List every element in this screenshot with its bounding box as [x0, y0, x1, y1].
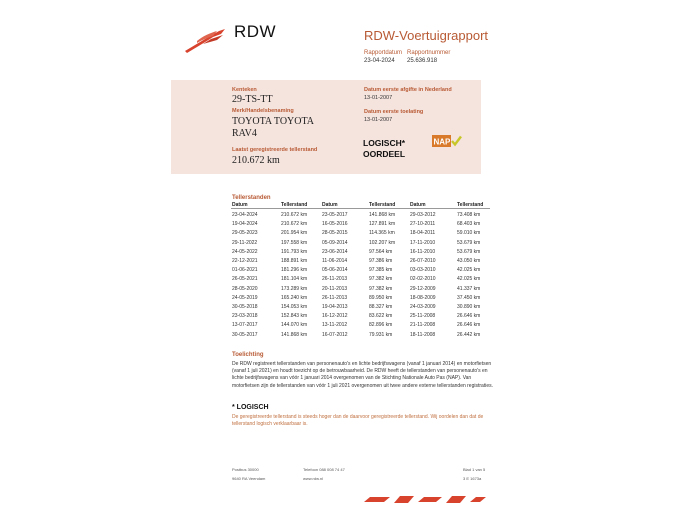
table-header-rule — [231, 208, 490, 209]
model-value: RAV4 — [232, 128, 257, 139]
nap-badge-text: NAP — [433, 137, 451, 147]
footer-code: 3 E 1673a — [463, 476, 482, 481]
reading-date: 05-09-2014 — [322, 239, 348, 246]
nap-check-icon — [432, 135, 462, 147]
reading-value: 201.954 km — [281, 230, 308, 237]
reading-date: 24-05-2019 — [232, 294, 258, 301]
reading-value: 53.679 km — [457, 239, 481, 246]
report-number: 25.636.918 — [407, 58, 438, 64]
reading-date: 21-11-2008 — [410, 322, 436, 329]
reading-date: 24-05-2022 — [232, 248, 258, 255]
reading-date: 28-05-2020 — [232, 285, 258, 292]
verdict-line-1: LOGISCH* — [363, 138, 406, 148]
col-reading-header-2: Tellerstand — [369, 202, 396, 208]
footer-contact — [303, 465, 345, 483]
reading-value: 37.450 km — [457, 294, 481, 301]
reading-value: 141.868 km — [369, 212, 396, 218]
reading-value: 83.622 km — [369, 313, 393, 320]
footer-website[interactable]: www.rdw.nl — [303, 476, 324, 481]
report-date: 23-04-2024 — [364, 58, 395, 64]
reading-value: 73.408 km — [457, 212, 481, 218]
reading-value: 114.365 km — [369, 230, 395, 237]
reading-date: 19-04-2024 — [232, 221, 258, 228]
reading-date: 11-06-2014 — [322, 258, 348, 264]
report-date-block — [364, 49, 402, 65]
reading-value: 89.950 km — [369, 294, 393, 301]
logisch-text: De geregistreerde tellerstand is steeds hoger dan de daarvoor geregistreerde tellerstand. Wij oordelen dan dat de tellerstand logisch verklaarbaar is. — [232, 414, 484, 428]
reading-date: 17-11-2010 — [410, 239, 436, 246]
reading-date: 19-04-2013 — [322, 304, 348, 310]
first-admission-nl-value: 13-01-2007 — [364, 95, 393, 101]
reading-date: 29-12-2009 — [410, 285, 436, 292]
rdw-logo-icon — [183, 25, 229, 55]
reading-value: 173.289 km — [281, 285, 308, 292]
reading-date: 29-11-2022 — [232, 239, 258, 246]
vehicle-summary-band — [171, 80, 481, 174]
reading-value: 127.891 km — [369, 221, 396, 228]
reading-date: 16-05-2016 — [322, 221, 348, 228]
reading-value: 97.382 km — [369, 285, 393, 292]
reading-value: 152.843 km — [281, 313, 308, 320]
reading-date: 30-05-2018 — [232, 304, 258, 310]
reading-value: 210.672 km — [281, 212, 308, 218]
footer-page-info — [463, 465, 485, 483]
reading-value: 79.931 km — [369, 331, 393, 338]
footer-postbus: Postbus 30000 — [232, 467, 259, 472]
reading-date: 16-11-2010 — [410, 248, 436, 255]
reading-date: 27-10-2011 — [410, 221, 436, 228]
odometer-value: 210.672 km — [232, 155, 280, 166]
reading-date: 23-05-2017 — [322, 212, 348, 218]
reading-date: 16-12-2012 — [322, 313, 348, 320]
reading-value: 191.793 km — [281, 248, 308, 255]
reading-date: 20-11-2013 — [322, 285, 348, 292]
col-reading-header-1: Tellerstand — [281, 202, 308, 208]
readings-title: Tellerstanden — [232, 195, 271, 201]
report-date-label: Rapportdatum — [364, 50, 403, 56]
reading-date: 03-03-2010 — [410, 267, 436, 274]
reading-value: 97.382 km — [369, 276, 393, 283]
reading-date: 26-05-2021 — [232, 276, 258, 283]
explanation-title: Toelichting — [232, 352, 264, 358]
reading-value: 53.679 km — [457, 248, 481, 255]
report-number-block — [407, 49, 450, 65]
reading-value: 43.050 km — [457, 258, 481, 264]
odometer-verdict — [363, 138, 405, 160]
reading-date: 05-06-2014 — [322, 267, 348, 274]
odometer-label: Laatst geregistreerde tellerstand — [232, 147, 318, 153]
first-admission-nl-label: Datum eerste afgifte in Nederland — [364, 87, 452, 93]
col-date-header-1: Datum — [232, 202, 248, 208]
reading-value: 102.207 km — [369, 239, 396, 246]
reading-date: 28-05-2015 — [322, 230, 348, 237]
reading-date: 23-04-2024 — [232, 212, 258, 218]
reading-date: 26-11-2013 — [322, 276, 348, 283]
plate-value: 29-TS-TT — [232, 94, 273, 105]
reading-value: 97.564 km — [369, 248, 393, 255]
report-number-label: Rapportnummer — [407, 50, 451, 56]
reading-date: 18-11-2008 — [410, 331, 436, 338]
footer-phone: Telefoon 088 008 74 47 — [303, 467, 345, 472]
plate-label: Kenteken — [232, 87, 257, 93]
reading-date: 25-11-2008 — [410, 313, 436, 320]
verdict-line-2: OORDEEL — [363, 149, 406, 159]
col-date-header-2: Datum — [322, 202, 338, 208]
rdw-stripes-icon — [360, 492, 490, 506]
col-date-header-3: Datum — [410, 202, 426, 208]
reading-date: 22-12-2021 — [232, 258, 258, 264]
reading-date: 29-03-2012 — [410, 212, 436, 218]
reading-value: 165.240 km — [281, 294, 308, 301]
reading-date: 18-04-2011 — [410, 230, 436, 237]
reading-value: 26.646 km — [457, 322, 481, 329]
col-reading-header-3: Tellerstand — [457, 202, 484, 208]
reading-date: 02-02-2010 — [410, 276, 436, 283]
reading-value: 144.070 km — [281, 322, 308, 329]
footer-postal — [232, 465, 265, 483]
reading-date: 30-05-2017 — [232, 331, 258, 338]
reading-value: 181.296 km — [281, 267, 308, 274]
reading-value: 188.891 km — [281, 258, 308, 264]
reading-value: 68.403 km — [457, 221, 481, 228]
reading-value: 26.442 km — [457, 331, 481, 338]
reading-date: 29-05-2023 — [232, 230, 258, 237]
reading-value: 26.646 km — [457, 313, 481, 320]
footer-page: Blad 1 van 5 — [463, 467, 486, 472]
reading-value: 42.025 km — [457, 267, 481, 274]
reading-value: 30.890 km — [457, 304, 481, 310]
reading-value: 41.337 km — [457, 285, 481, 292]
reading-date: 23-06-2014 — [322, 248, 348, 255]
reading-date: 26-07-2010 — [410, 258, 436, 264]
reading-value: 181.104 km — [281, 276, 308, 283]
reading-value: 97.386 km — [369, 258, 393, 264]
reading-date: 18-08-2009 — [410, 294, 436, 301]
brand-name: RDW — [234, 22, 277, 41]
reading-date: 26-11-2013 — [322, 294, 348, 301]
reading-value: 154.053 km — [281, 304, 308, 310]
reading-value: 82.896 km — [369, 322, 393, 329]
reading-value: 42.025 km — [457, 276, 481, 283]
reading-date: 01-06-2021 — [232, 267, 258, 274]
footer-address: 9640 RA Veendam — [232, 476, 266, 481]
reading-date: 23-03-2018 — [232, 313, 258, 320]
logisch-title: * LOGISCH — [232, 404, 269, 411]
reading-value: 141.868 km — [281, 331, 308, 338]
explanation-text: De RDW registreert tellerstanden van personenauto's en lichte bedrijfswagens (vanaf 1 januari 2014) en motorfietsen (vanaf 1 juli 2021) en houdt toezicht op de betrouwbaarheid. De RDW heeft de tellerstanden van personenauto's en lichte bedrijfswagens van vóór 1 januari 2014 overgenomen van de Stichting Nationale Auto Pas (NAP). Van motorfietsen zijn de tellerstanden van vóór 1 juli 2021 overgenomen uit twee andere externe tellerstanden registraties. — [232, 361, 493, 389]
reading-date: 13-07-2017 — [232, 322, 258, 329]
first-admission-label: Datum eerste toelating — [364, 109, 424, 115]
report-title: RDW-Voertuigrapport — [364, 28, 489, 43]
reading-value: 88.327 km — [369, 304, 393, 310]
reading-date: 13-11-2012 — [322, 322, 348, 329]
reading-date: 16-07-2012 — [322, 331, 348, 338]
make-label: Merk/Handelsbenaming — [232, 108, 294, 114]
reading-value: 97.385 km — [369, 267, 393, 274]
first-admission-value: 13-01-2007 — [364, 117, 393, 123]
reading-value: 59.010 km — [457, 230, 481, 237]
reading-date: 24-03-2009 — [410, 304, 436, 310]
make-value: TOYOTA TOYOTA — [232, 116, 315, 127]
reading-value: 210.672 km — [281, 221, 308, 228]
reading-value: 197.558 km — [281, 239, 308, 246]
